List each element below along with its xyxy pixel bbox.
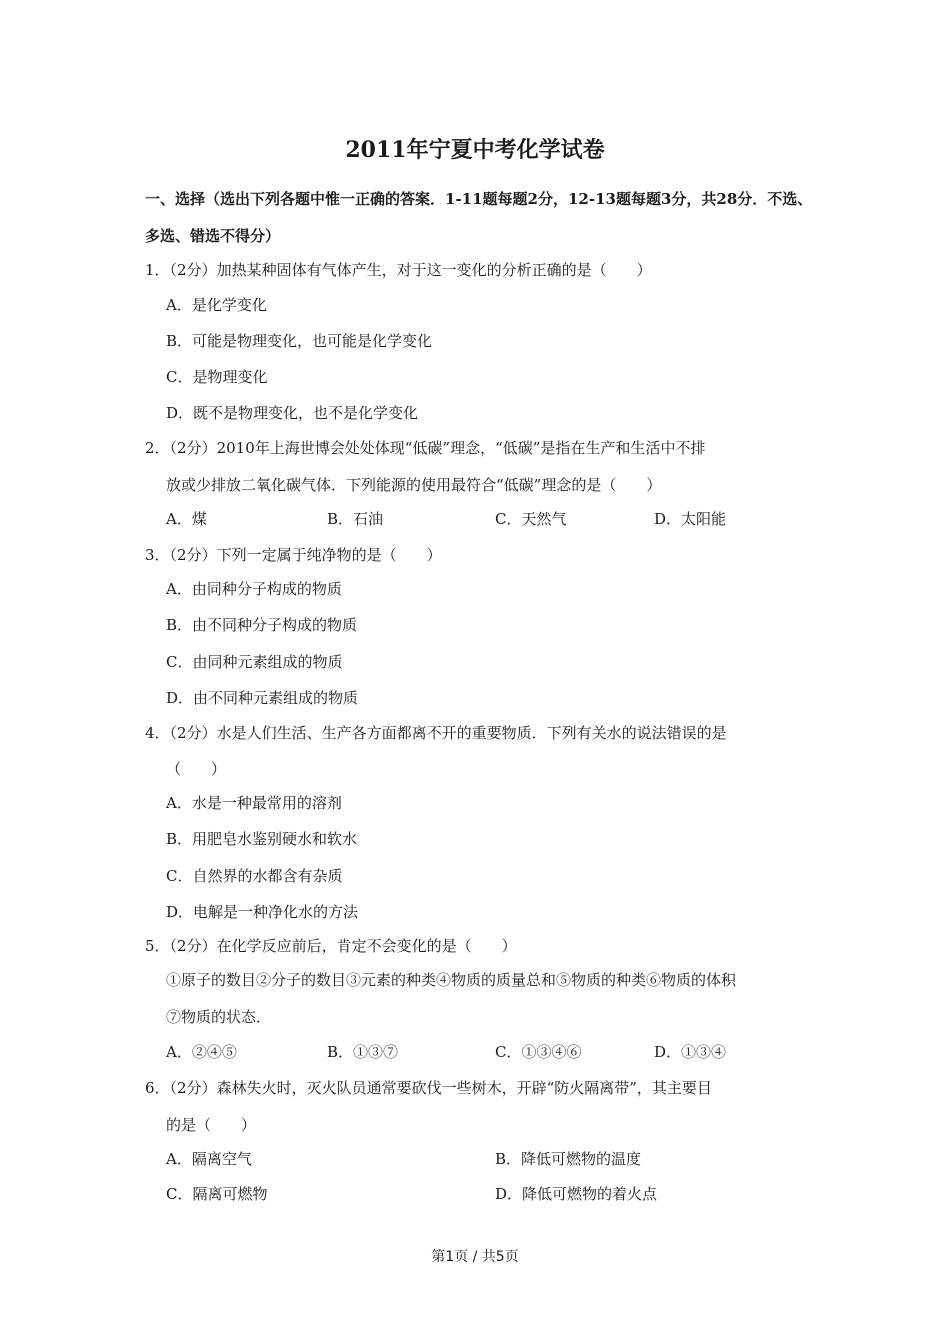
question-1-option-c: C．是物理变化: [166, 368, 268, 386]
question-5-option-c: C．①③④⑥: [495, 1043, 582, 1061]
page-title: 2011年宁夏中考化学试卷: [345, 137, 605, 163]
question-4-option-a: A．水是一种最常用的溶剂: [166, 794, 342, 812]
question-2-option-c: C．天然气: [495, 510, 567, 528]
question-6-stem-line-1: 6．（2分）森林失火时，灭火队员通常要砍伐一些树木，开辟“防火隔离带”，其主要目: [145, 1079, 712, 1097]
question-2-option-a: A．煤: [166, 510, 207, 528]
question-2-stem-line-2: 放或少排放二氧化碳气体．下列能源的使用最符合“低碳”理念的是（ ）: [166, 476, 662, 494]
page-footer: 第1页 / 共5页: [431, 1249, 519, 1265]
question-5-option-a: A．②④⑤: [166, 1043, 237, 1061]
section-heading: 一、选择（选出下列各题中惟一正确的答案．1-11题每题2分，12-13题每题3分，共28分．不选、多选、错选不得分）: [145, 190, 813, 245]
question-1-option-d: D．既不是物理变化，也不是化学变化: [166, 404, 419, 422]
question-4-option-c: C．自然界的水都含有杂质: [166, 867, 343, 885]
question-2-option-b: B．石油: [327, 510, 384, 528]
question-6-stem-line-2: 的是（ ）: [166, 1116, 257, 1134]
question-4-option-b: B．用肥皂水鉴别硬水和软水: [166, 830, 358, 848]
question-3-option-a: A．由同种分子构成的物质: [166, 580, 342, 598]
question-3-option-d: D．由不同种元素组成的物质: [166, 689, 359, 707]
question-3-option-c: C．由同种元素组成的物质: [166, 653, 343, 671]
question-6-option-b: B．降低可燃物的温度: [495, 1150, 642, 1168]
question-3-stem: 3．（2分）下列一定属于纯净物的是（ ）: [145, 546, 442, 564]
question-1-option-a: A．是化学变化: [166, 296, 267, 314]
question-1-option-b: B．可能是物理变化，也可能是化学变化: [166, 332, 433, 350]
question-6-option-d: D．降低可燃物的着火点: [495, 1185, 658, 1203]
question-6-option-c: C．隔离可燃物: [166, 1185, 268, 1203]
question-5-stem-line-3: ⑦物质的状态．: [166, 1008, 272, 1026]
question-2-stem-line-1: 2．（2分）2010年上海世博会处处体现“低碳”理念，“低碳”是指在生产和生活中不排: [145, 439, 706, 457]
question-5-stem-line-1: 5．（2分）在化学反应前后，肯定不会变化的是（ ）: [145, 937, 517, 955]
question-6-option-a: A．隔离空气: [166, 1150, 252, 1168]
question-4-stem-line-1: 4．（2分）水是人们生活、生产各方面都离不开的重要物质．下列有关水的说法错误的是: [145, 724, 727, 742]
question-5-stem-line-2: ①原子的数目②分子的数目③元素的种类④物质的质量总和⑤物质的种类⑥物质的体积: [166, 971, 737, 989]
question-4-stem-line-2: （ ）: [166, 760, 227, 778]
question-4-option-d: D．电解是一种净化水的方法: [166, 903, 359, 921]
question-2-option-d: D．太阳能: [654, 510, 727, 528]
question-1-stem: 1．（2分）加热某种固体有气体产生，对于这一变化的分析正确的是（ ）: [145, 261, 652, 279]
question-5-option-d: D．①③④: [654, 1043, 727, 1061]
question-3-option-b: B．由不同种分子构成的物质: [166, 616, 358, 634]
question-5-option-b: B．①③⑦: [327, 1043, 399, 1061]
